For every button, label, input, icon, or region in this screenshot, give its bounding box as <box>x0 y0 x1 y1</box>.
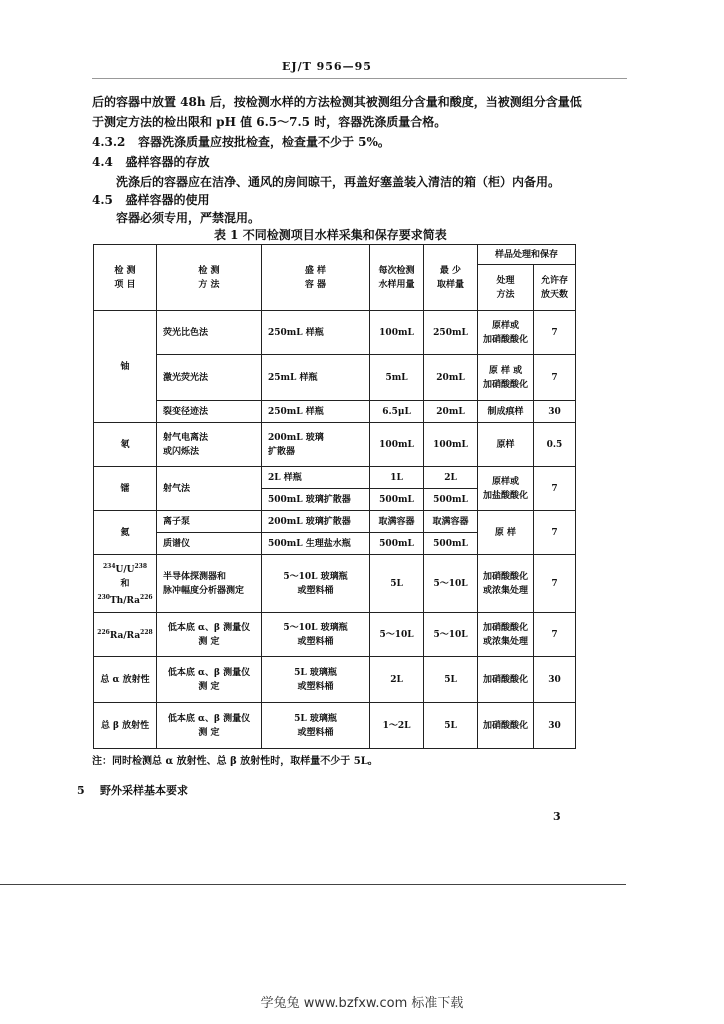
cell-days: 7 <box>534 613 576 657</box>
cell-method: 低本底 α、β 测量仪 测 定 <box>157 657 262 703</box>
cell-item: 总 β 放射性 <box>94 703 157 749</box>
cell-treatment: 原 样 或 加硝酸酸化 <box>478 355 534 401</box>
cell-min: 500mL <box>424 533 478 555</box>
cell-method: 低本底 α、β 测量仪 测 定 <box>157 613 262 657</box>
table-row <box>94 423 576 467</box>
cell-min: 5～10L <box>424 555 478 613</box>
cell-days: 7 <box>534 311 576 355</box>
cell-min: 2L <box>424 467 478 489</box>
cell-volume: 2L <box>370 657 424 703</box>
cell-treatment: 原样 <box>478 423 534 467</box>
cell-volume: 500mL <box>370 489 424 511</box>
clause-4-4-title: 盛样容器的存放 <box>125 155 210 169</box>
cell-method: 射气电离法 或闪烁法 <box>157 423 262 467</box>
table-row <box>94 703 576 749</box>
cell-method: 荧光比色法 <box>157 311 262 355</box>
cell-volume: 1L <box>370 467 424 489</box>
table-row <box>94 401 576 423</box>
cell-days: 7 <box>534 355 576 401</box>
cell-volume: 100mL <box>370 423 424 467</box>
cell-container: 5L 玻璃瓶 或塑料桶 <box>262 657 370 703</box>
cell-days: 30 <box>534 657 576 703</box>
cell-container: 25mL 样瓶 <box>262 355 370 401</box>
clause-4-3-2 <box>92 132 632 152</box>
cell-volume: 取满容器 <box>370 511 424 533</box>
cell-volume: 5mL <box>370 355 424 401</box>
clause-4-3-2-number: 4.3.2 <box>92 135 126 149</box>
header-rule <box>92 78 627 79</box>
cell-method: 质谱仪 <box>157 533 262 555</box>
section-5-heading <box>77 782 188 798</box>
clause-4-5-heading <box>92 190 632 210</box>
cell-method: 半导体探测器和 脉冲幅度分析器测定 <box>157 555 262 613</box>
header-method: 检 测 方 法 <box>157 245 262 311</box>
clause-4-3-2-text: 容器洗涤质量应按批检查，检查量不少于 5%。 <box>137 135 390 149</box>
cell-treatment: 原样或 加盐酸酸化 <box>478 467 534 511</box>
cell-method: 离子泵 <box>157 511 262 533</box>
header-treatment-group: 样品处理和保存 <box>478 245 576 265</box>
header-treatment: 处理 方法 <box>478 265 534 311</box>
cell-volume: 6.5μL <box>370 401 424 423</box>
cell-volume: 100mL <box>370 311 424 355</box>
table-row <box>94 355 576 401</box>
cell-container: 200mL 玻璃扩散器 <box>262 511 370 533</box>
table-row <box>94 311 576 355</box>
cell-days: 30 <box>534 401 576 423</box>
cell-days: 7 <box>534 467 576 511</box>
header-volume: 每次检测 水样用量 <box>370 245 424 311</box>
cell-container: 5～10L 玻璃瓶 或塑料桶 <box>262 613 370 657</box>
cell-treatment: 制成痕样 <box>478 401 534 423</box>
para1-line2: 于测定方法的检出限和 pH 值 6.5～7.5 时，容器洗涤质量合格。 <box>92 115 447 129</box>
table-row <box>94 467 576 489</box>
cell-treatment: 原 样 <box>478 511 534 555</box>
clause-4-4-heading <box>92 152 632 172</box>
cell-method: 激光荧光法 <box>157 355 262 401</box>
cell-container: 500mL 玻璃扩散器 <box>262 489 370 511</box>
table-row <box>94 555 576 613</box>
cell-container: 2L 样瓶 <box>262 467 370 489</box>
cell-item: 氡 <box>94 423 157 467</box>
cell-min: 500mL <box>424 489 478 511</box>
cell-method: 射气法 <box>157 467 262 511</box>
cell-volume: 5L <box>370 555 424 613</box>
cell-volume: 500mL <box>370 533 424 555</box>
cell-item: 氦 <box>94 511 157 555</box>
cell-item-radium-ratio: $^{226}$Ra/Ra$^{228}$ <box>94 613 157 657</box>
header-min-sample: 最 少 取样量 <box>424 245 478 311</box>
section-5-number: 5 <box>77 784 85 797</box>
sampling-requirements-table <box>93 244 576 749</box>
cell-method: 裂变径迹法 <box>157 401 262 423</box>
clause-4-5-title: 盛样容器的使用 <box>125 193 210 207</box>
cell-days: 0.5 <box>534 423 576 467</box>
cell-treatment: 加硝酸酸化 <box>478 657 534 703</box>
cell-method: 低本底 α、β 测量仪 测 定 <box>157 703 262 749</box>
clause-4-5-number: 4.5 <box>92 193 113 207</box>
cell-treatment: 加硝酸酸化 或浓集处理 <box>478 613 534 657</box>
page-bottom-rule <box>0 884 626 885</box>
header-container: 盛 样 容 器 <box>262 245 370 311</box>
cell-container: 5L 玻璃瓶 或塑料桶 <box>262 703 370 749</box>
clause-4-4-number: 4.4 <box>92 155 113 169</box>
cell-volume: 5～10L <box>370 613 424 657</box>
clause-4-4-text: 洗涤后的容器应在洁净、通风的房间晾干，再盖好塞盖装入清洁的箱（柜）内备用。 <box>116 175 561 189</box>
table-row <box>94 613 576 657</box>
table-row <box>94 511 576 533</box>
cell-treatment: 加硝酸酸化 或浓集处理 <box>478 555 534 613</box>
cell-item: 总 α 放射性 <box>94 657 157 703</box>
cell-min: 5～10L <box>424 613 478 657</box>
watermark-footer: 学兔兔 www.bzfxw.com 标准下载 <box>260 996 464 1011</box>
section-5-title: 野外采样基本要求 <box>99 784 188 797</box>
cell-min: 20mL <box>424 355 478 401</box>
cell-container: 5～10L 玻璃瓶 或塑料桶 <box>262 555 370 613</box>
cell-container: 250mL 样瓶 <box>262 311 370 355</box>
cell-item: 铀 <box>94 311 157 423</box>
para1-line1: 后的容器中放置 48h 后，按检测水样的方法检测其被测组分含量和酸度，当被测组分含量低 <box>92 95 582 109</box>
page-number: 3 <box>553 810 561 823</box>
table-row <box>94 657 576 703</box>
cell-container: 250mL 样瓶 <box>262 401 370 423</box>
cell-container: 500mL 生理盐水瓶 <box>262 533 370 555</box>
cell-min: 取满容器 <box>424 511 478 533</box>
cell-volume: 1～2L <box>370 703 424 749</box>
cell-min: 5L <box>424 657 478 703</box>
clause-4-5-text: 容器必须专用，严禁混用。 <box>116 211 261 225</box>
cell-min: 100mL <box>424 423 478 467</box>
cell-min: 20mL <box>424 401 478 423</box>
header-days: 允许存 放天数 <box>534 265 576 311</box>
cell-treatment: 原样或 加硝酸酸化 <box>478 311 534 355</box>
cell-container: 200mL 玻璃 扩散器 <box>262 423 370 467</box>
header-item: 检 测 项 目 <box>94 245 157 311</box>
cell-treatment: 加硝酸酸化 <box>478 703 534 749</box>
cell-min: 5L <box>424 703 478 749</box>
cell-days: 7 <box>534 555 576 613</box>
cell-days: 7 <box>534 511 576 555</box>
cell-days: 30 <box>534 703 576 749</box>
table-note: 注：同时检测总 α 放射性、总 β 放射性时，取样量不少于 5L。 <box>92 756 378 767</box>
cell-item: 镭 <box>94 467 157 511</box>
table-title: 表 1 不同检测项目水样采集和保存要求简表 <box>214 228 447 242</box>
cell-min: 250mL <box>424 311 478 355</box>
cell-item-uranium-thorium-ratio: $^{234}U/U^{238}$ 和 $^{230}$Th/Ra$^{226}$ <box>94 555 157 613</box>
standard-number-header: EJ/T 956—95 <box>282 60 372 73</box>
